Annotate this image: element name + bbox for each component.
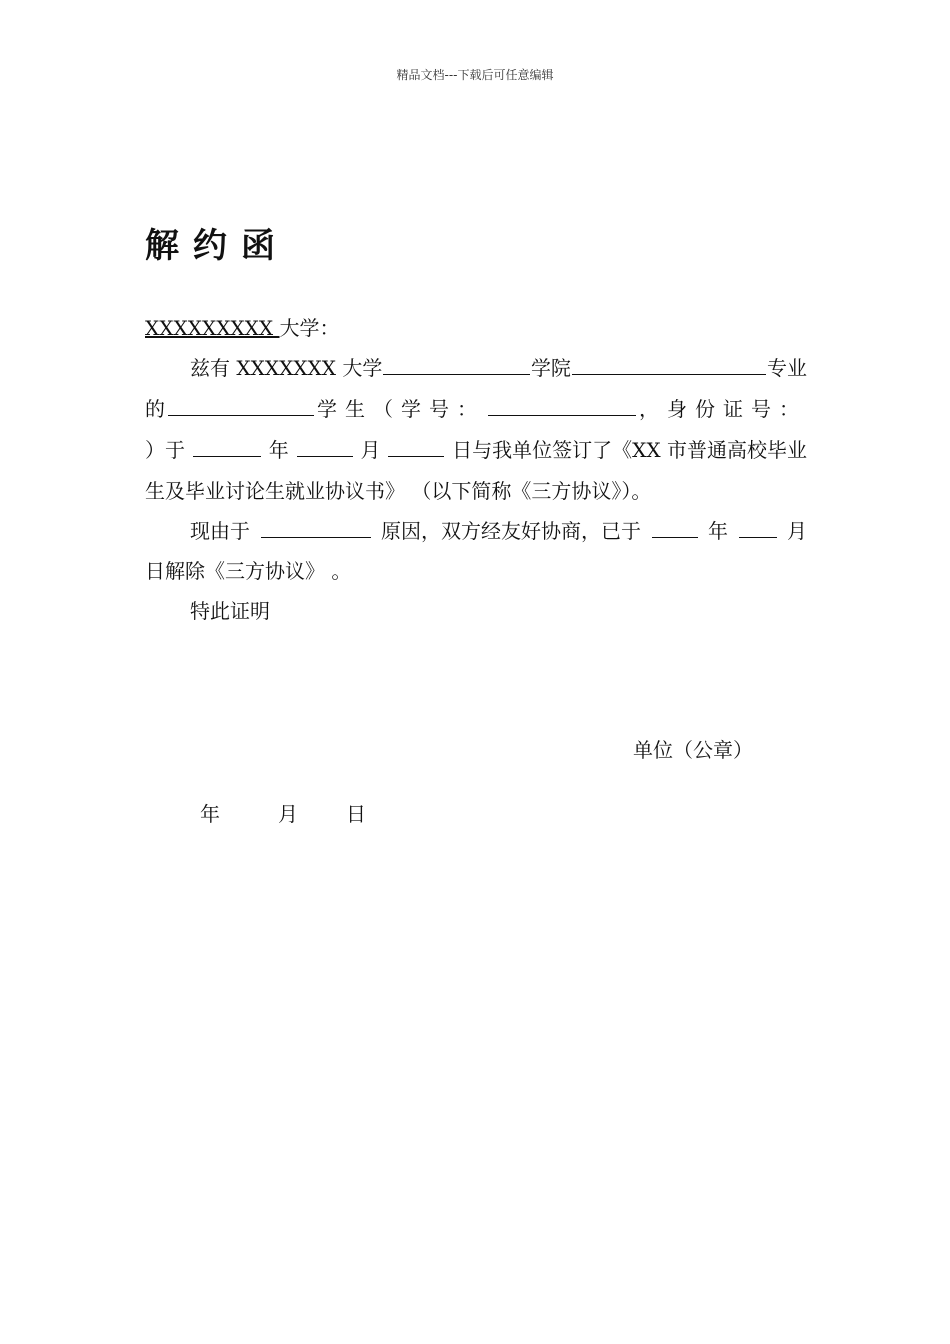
cancel-year-blank (652, 517, 698, 538)
para1-line4: 生及毕业讨论生就业协议书》 （以下简称《三方协议》）。 (145, 479, 652, 503)
para1-text-e: 学生（学号： (317, 397, 485, 421)
para2-text-d: 月 (787, 519, 807, 543)
certify-line: 特此证明 (190, 599, 270, 623)
page-header: 精品文档---下载后可任意编辑 (396, 68, 554, 82)
para1-line1 (145, 354, 807, 382)
para1-text-j: 日与我单位签订了《XX 市普通高校毕业 (452, 438, 807, 462)
sign-day-blank (388, 436, 444, 457)
college-blank (383, 354, 530, 375)
para2-line1 (145, 517, 807, 545)
student-id-blank (488, 395, 636, 416)
para1-line2 (145, 395, 807, 423)
date-month-label: 月 (278, 802, 298, 826)
para1-text-c: 专业 (767, 356, 807, 380)
para1-text-f: ，身份证号： (639, 397, 807, 421)
addressee-name: XXXXXXXXX (145, 316, 280, 340)
addressee-line (145, 314, 807, 342)
addressee-suffix: 大学： (279, 316, 340, 340)
para2-text-b: 原因，双方经友好协商，已于 (381, 519, 641, 543)
para1-text-a: 兹有 XXXXXXX 大学 (190, 356, 383, 380)
date-day-label: 日 (346, 802, 366, 826)
date-year-label: 年 (200, 802, 220, 826)
para1-text-b: 学院 (530, 356, 571, 380)
para2-line2: 日解除《三方协议》 。 (145, 559, 352, 583)
reason-blank (261, 517, 371, 538)
student-name-blank (168, 395, 314, 416)
document-title: 解约函 (145, 226, 289, 266)
cancel-month-blank (739, 517, 777, 538)
sign-year-blank (193, 436, 261, 457)
para1-text-g: ）于 (145, 438, 185, 462)
major-blank (572, 354, 766, 375)
para1-line3 (145, 436, 807, 464)
para1-text-h: 年 (268, 438, 289, 462)
para1-text-i: 月 (360, 438, 381, 462)
para2-text-c: 年 (708, 519, 728, 543)
sign-month-blank (297, 436, 353, 457)
company-seal-label: 单位（公章） (633, 738, 753, 762)
para1-text-d: 的 (145, 397, 165, 421)
para2-text-a: 现由于 (190, 519, 250, 543)
